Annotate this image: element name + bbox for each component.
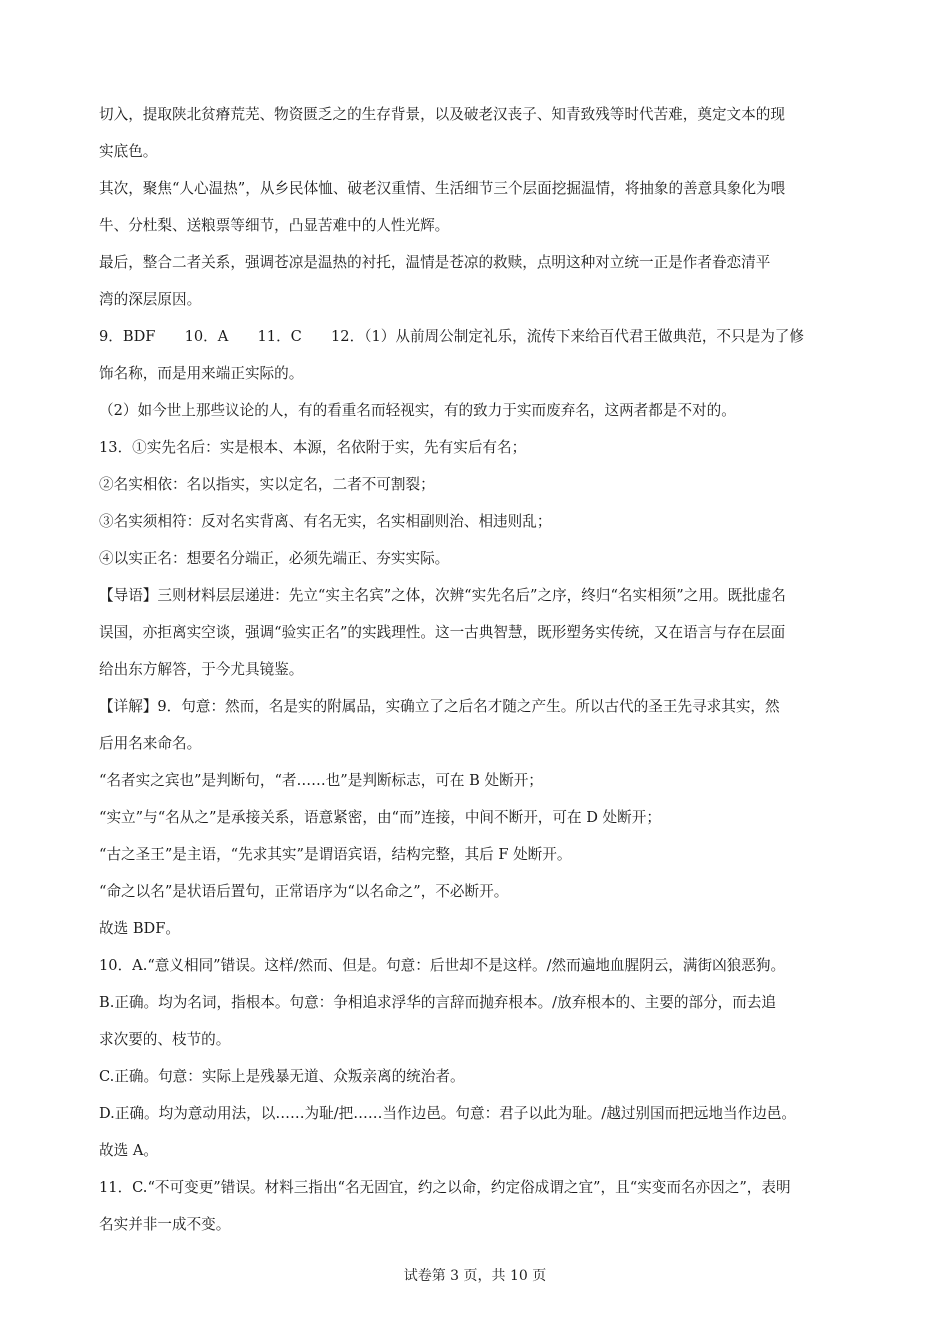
- text-line: “实立”与“名从之”是承接关系，语意紧密，由“而”连接，中间不断开，可在 D 处断开；: [99, 809, 661, 826]
- page-footer: 试卷第 3 页，共 10 页: [403, 1268, 547, 1284]
- text-line: ②名实相依：名以指实，实以定名，二者不可割裂；: [99, 476, 435, 493]
- text-line: 饰名称，而是用来端正实际的。: [99, 365, 304, 382]
- text-line: C.正确。句意：实际上是残暴无道、众叛亲离的统治者。: [99, 1068, 465, 1085]
- text-line: B.正确。均为名词，指根本。句意：争相追求浮华的言辞而抛弃根本。/放弃根本的、主要的部分，而去追: [99, 994, 777, 1011]
- text-line: 其次，聚焦“人心温热”，从乡民体恤、破老汉重情、生活细节三个层面挖掘温情，将抽象的善意具象化为喂: [99, 180, 786, 197]
- text-line: D.正确。均为意动用法，以……为耻/把……当作边邑。句意：君子以此为耻。/越过别国而把远地当作边邑。: [99, 1105, 796, 1122]
- text-line: 13．①实先名后：实是根本、本源，名依附于实，先有实后有名；: [99, 439, 527, 456]
- text-line: 牛、分杜梨、送粮票等细节，凸显苦难中的人性光辉。: [99, 217, 450, 234]
- text-line: 【导语】三则材料层层递进：先立“实主名宾”之体，次辨“实先名后”之序，终归“名实相须”之用。既批虚名: [99, 587, 786, 604]
- text-line: “古之圣王”是主语，“先求其实”是谓语宾语，结构完整，其后 F 处断开。: [99, 846, 572, 863]
- text-line: ④以实正名：想要名分端正，必须先端正、夯实实际。: [99, 550, 450, 567]
- text-line: 名实并非一成不变。: [99, 1216, 231, 1233]
- text-line: 实底色。: [99, 143, 158, 160]
- text-line: 最后，整合二者关系，强调苍凉是温热的衬托，温情是苍凉的救赎，点明这种对立统一正是作者眷恋清平: [99, 254, 771, 271]
- text-line: 10．A.“意义相同”错误。这样/然而、但是。句意：后世却不是这样。/然而遍地血腥阴云，满街凶狼恶狗。: [99, 957, 786, 974]
- text-line: 故选 BDF。: [99, 920, 180, 937]
- text-line: 切入，提取陕北贫瘠荒芜、物资匮乏之的生存背景，以及破老汉丧子、知青致残等时代苦难，奠定文本的现: [99, 106, 785, 123]
- text-line: （2）如今世上那些议论的人，有的看重名而轻视实，有的致力于实而废弃名，这两者都是不对的。: [99, 402, 736, 419]
- text-line: 后用名来命名。: [99, 735, 202, 752]
- text-line: 湾的深层原因。: [99, 291, 202, 308]
- text-line: 11．C.“不可变更”错误。材料三指出“名无固宜，约之以命，约定俗成谓之宜”，且“实变而名亦因之”，表明: [99, 1179, 791, 1196]
- text-line: “名者实之宾也”是判断句，“者……也”是判断标志，可在 B 处断开；: [99, 772, 543, 789]
- text-line: 误国，亦拒离实空谈，强调“验实正名”的实践理性。这一古典智慧，既形塑务实传统，又在语言与存在层面: [99, 624, 786, 641]
- text-line: 给出东方解答，于今尤具镜鉴。: [99, 661, 304, 678]
- text-line: 【详解】9．句意：然而，名是实的附属品，实确立了之后名才随之产生。所以古代的圣王先寻求其实，然: [99, 698, 780, 715]
- text-line: 9．BDF 10．A 11．C 12．（1）从前周公制定礼乐，流传下来给百代君王做典范，不只是为了修: [99, 328, 804, 345]
- text-line: 故选 A。: [99, 1142, 158, 1159]
- text-line: “命之以名”是状语后置句，正常语序为“以名命之”，不必断开。: [99, 883, 509, 900]
- text-line: ③名实须相符：反对名实背离、有名无实，名实相副则治、相违则乱；: [99, 513, 552, 530]
- text-line: 求次要的、枝节的。: [99, 1031, 231, 1048]
- answer-content: [99, 96, 859, 1243]
